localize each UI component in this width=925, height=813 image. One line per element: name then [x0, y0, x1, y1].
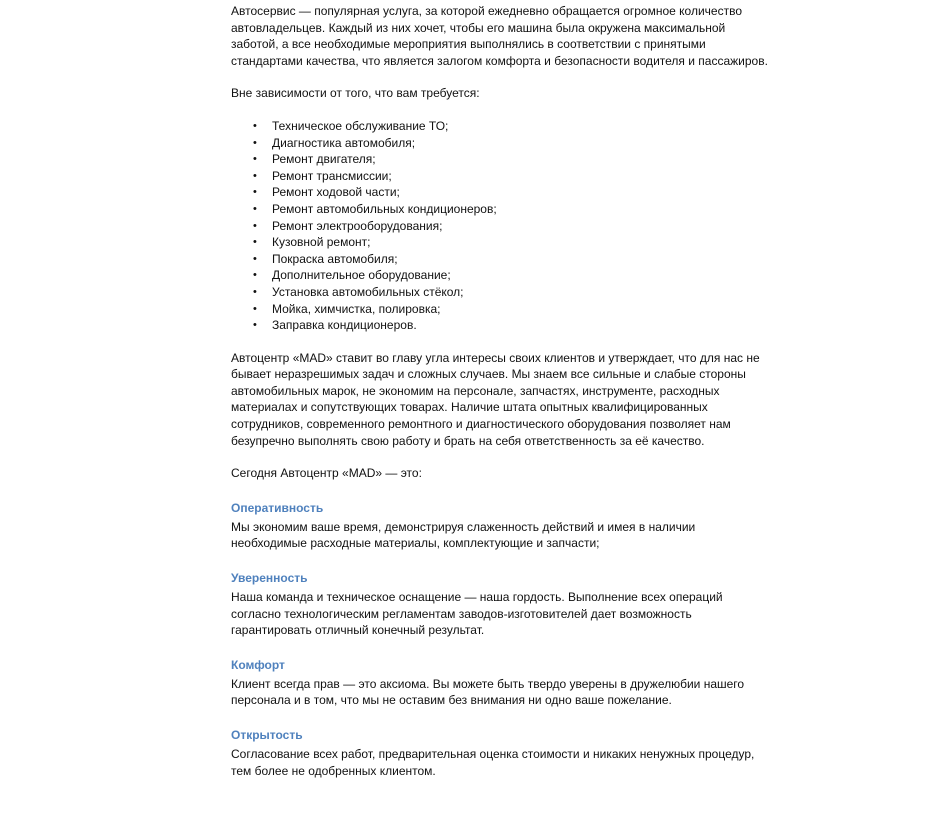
- bullet-icon: •: [253, 252, 257, 265]
- bullet-icon: •: [253, 202, 257, 215]
- list-item: [253, 267, 771, 284]
- feature-text: Согласование всех работ, предварительная оценка стоимости и никаких ненужных процедур, тем более не одобренных клиентом.: [231, 747, 755, 778]
- bullet-icon: •: [253, 269, 257, 282]
- list-item: [253, 135, 771, 152]
- feature-block-comfort: [231, 657, 771, 709]
- feature-text: Клиент всегда прав — это аксиома. Вы можете быть твердо уверены в дружелюбии нашего персонала и в том, что мы не оставим без внимания ни одно ваше пожелание.: [231, 676, 745, 708]
- bullet-icon: •: [253, 302, 257, 315]
- feature-block-speed: [231, 500, 771, 552]
- bullet-icon: •: [253, 319, 257, 332]
- services-lead-paragraph: Вне зависимости от того, что вам требуется:: [231, 86, 480, 101]
- list-item: [253, 118, 771, 135]
- service-label: Ремонт двигателя;: [272, 152, 376, 167]
- service-label: Ремонт ходовой части;: [272, 185, 400, 200]
- feature-text: Мы экономим ваше время, демонстрируя слаженность действий и имея в наличии необходимые расходные материалы, комплектующие и запчасти;: [231, 519, 696, 551]
- intro-paragraph: Автосервис — популярная услуга, за которой ежедневно обращается огромное количество автовладельцев. Каждый из них хочет, чтобы его машина была окружена максимальной заботой, а все необходимые мероприятия выполнялись в соответствии с принятыми стандартами качества, что является залогом комфорта и безопасности водителя и пассажиров.: [231, 4, 768, 68]
- bullet-icon: •: [253, 153, 257, 166]
- list-item: [253, 218, 771, 235]
- bullet-icon: •: [253, 119, 257, 132]
- bullet-icon: •: [253, 186, 257, 199]
- feature-block-confidence: [231, 570, 771, 639]
- bullet-icon: •: [253, 136, 257, 149]
- list-item: [253, 301, 771, 318]
- service-label: Ремонт автомобильных кондиционеров;: [272, 201, 497, 216]
- service-label: Техническое обслуживание ТО;: [272, 118, 449, 133]
- list-item: [253, 234, 771, 251]
- list-item: [253, 317, 771, 334]
- document-page: [231, 3, 771, 797]
- bullet-icon: •: [253, 219, 257, 232]
- service-label: Покраска автомобиля;: [272, 251, 398, 266]
- feature-heading: Комфорт: [231, 657, 285, 672]
- service-label: Дополнительное оборудование;: [272, 268, 451, 283]
- list-item: [253, 284, 771, 301]
- bullet-icon: •: [253, 236, 257, 249]
- service-label: Кузовной ремонт;: [272, 235, 371, 250]
- about-paragraph: Автоцентр «MAD» ставит во главу угла интересы своих клиентов и утверждает, что для нас не бывает неразрешимых задач и сложных случаев. Мы знаем все сильные и слабые стороны автомобильных марок, не экономим на персонале, запчастях, инструменте, расходных материалах и сопутствующих товарах. Наличие штата опытных квалифицированных сотрудников, современного ремонтного и диагностического оборудования позволяет нам безупречно выполнять свою работу и брать на себя ответственность за её качество.: [231, 350, 760, 448]
- list-item: [253, 201, 771, 218]
- feature-heading: Оперативность: [231, 500, 324, 515]
- service-label: Ремонт трансмиссии;: [272, 168, 392, 183]
- bullet-icon: •: [253, 285, 257, 298]
- list-item: [253, 184, 771, 201]
- service-label: Установка автомобильных стёкол;: [272, 284, 464, 299]
- feature-text: Наша команда и техническое оснащение — наша гордость. Выполнение всех операций согласно технологическим регламентам заводов-изготовителей дает возможность гарантировать отличный конечный результат.: [231, 590, 723, 638]
- services-list: [231, 118, 771, 334]
- service-label: Заправка кондиционеров.: [272, 318, 417, 333]
- feature-block-openness: [231, 727, 771, 779]
- bullet-icon: •: [253, 169, 257, 182]
- list-item: [253, 251, 771, 268]
- feature-heading: Уверенность: [231, 571, 308, 586]
- list-item: [253, 168, 771, 185]
- feature-heading: Открытость: [231, 728, 303, 742]
- today-paragraph: Сегодня Автоцентр «MAD» — это:: [231, 466, 422, 481]
- list-item: [253, 151, 771, 168]
- service-label: Мойка, химчистка, полировка;: [272, 301, 441, 316]
- service-label: Диагностика автомобиля;: [272, 135, 416, 150]
- service-label: Ремонт электрооборудования;: [272, 218, 443, 233]
